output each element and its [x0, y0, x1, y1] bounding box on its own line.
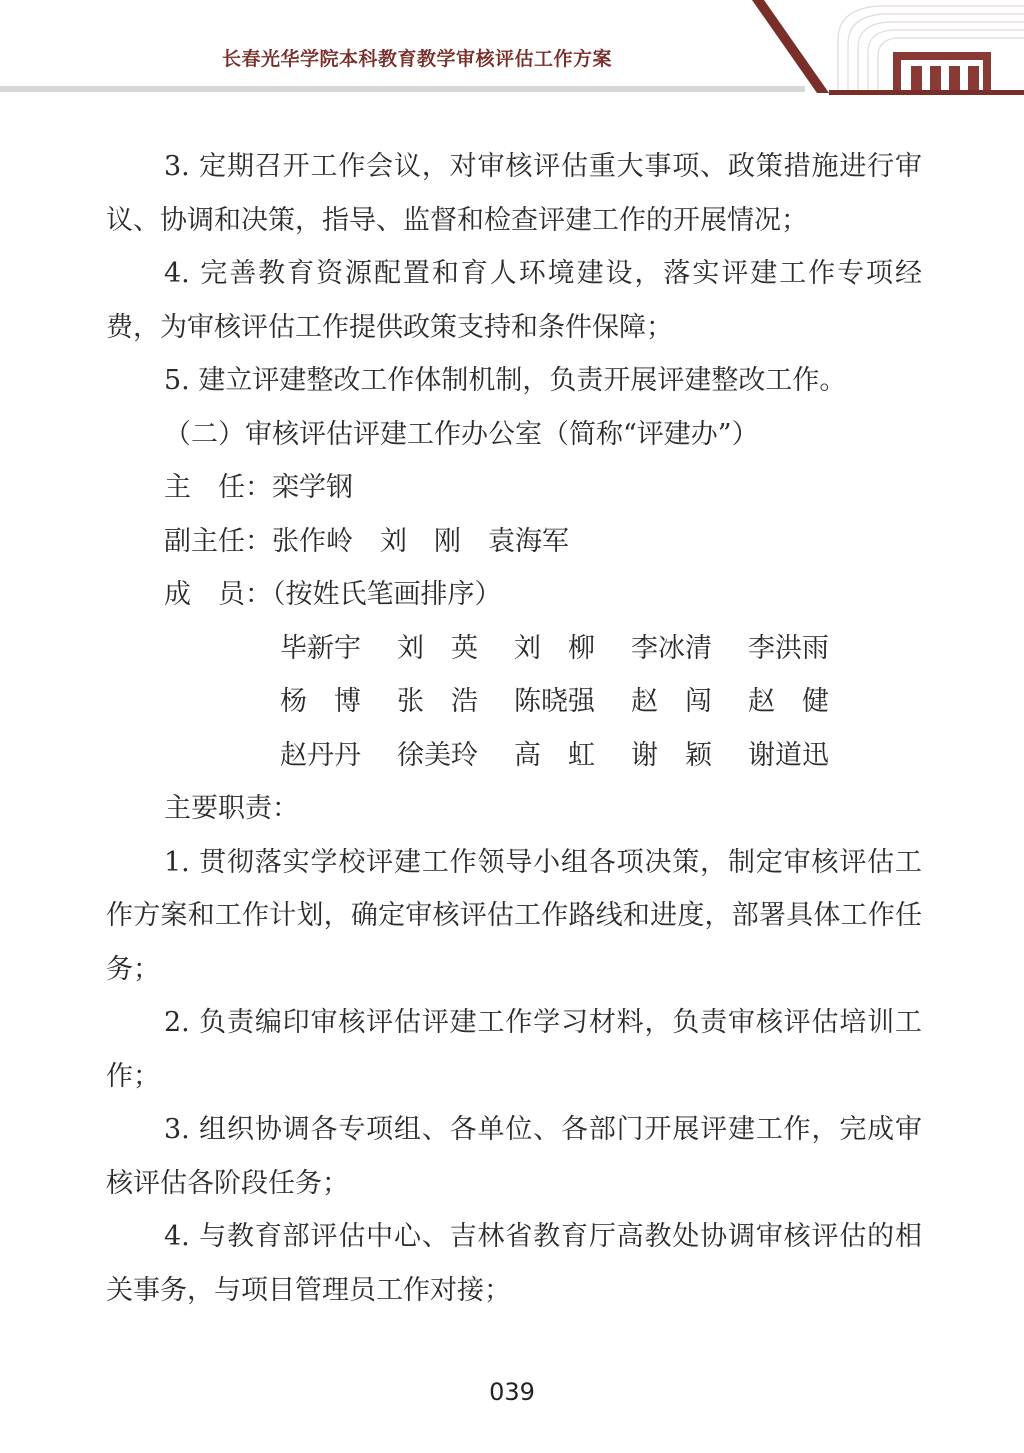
member-name: 谢道迅	[748, 739, 829, 771]
member-name: 刘 柳	[514, 632, 595, 664]
member-name: 赵 健	[748, 686, 829, 717]
member-name: 刘 英	[397, 632, 478, 664]
member-name: 谢 颖	[631, 739, 712, 771]
members-label: 成 员：（按姓氏笔画排序）	[164, 579, 502, 610]
paragraph-item-4: 4. 完善教育资源配置和育人环境建设，落实评建工作专项经费，为审核评估工作提供政策支持和条件保障；	[106, 258, 922, 343]
duty-item-2: 2. 负责编印审核评估评建工作学习材料，负责审核评估培训工作；	[106, 1007, 922, 1092]
section-heading: （二）审核评估评建工作办公室（简称“评建办”）	[164, 418, 759, 450]
page-header	[0, 0, 1024, 100]
member-row	[106, 675, 922, 729]
duties-heading: 主要职责：	[164, 793, 299, 824]
director-line: 主 任：栾学钢	[164, 472, 353, 503]
member-name: 赵 闯	[631, 686, 712, 717]
member-name: 赵丹丹	[280, 739, 361, 771]
campus-building-icon	[893, 52, 991, 90]
member-row	[106, 622, 922, 676]
member-name: 徐美玲	[397, 739, 478, 771]
document-body	[106, 140, 922, 1317]
document-title: 长春光华学院本科教育教学审核评估工作方案	[222, 48, 613, 70]
member-name: 毕新宇	[280, 632, 361, 664]
member-name: 陈晓强	[514, 686, 595, 717]
duty-item-4: 4. 与教育部评估中心、吉林省教育厅高教处协调审核评估的相关事务，与项目管理员工作对接；	[106, 1221, 922, 1306]
member-name: 张 浩	[397, 686, 478, 717]
paragraph-item-3: 3. 定期召开工作会议，对审核评估重大事项、政策措施进行审议、协调和决策，指导、监督和检查评建工作的开展情况；	[106, 151, 922, 236]
duty-item-3: 3. 组织协调各专项组、各单位、各部门开展评建工作，完成审核评估各阶段任务；	[106, 1114, 922, 1199]
page-number: 039	[489, 1378, 535, 1406]
member-name: 杨 博	[280, 686, 361, 717]
deputy-director-line: 副主任：张作岭 刘 刚 袁海军	[164, 525, 569, 557]
duty-item-1: 1. 贯彻落实学校评建工作领导小组各项决策，制定审核评估工作方案和工作计划，确定审核评估工作路线和进度，部署具体工作任务；	[106, 846, 922, 985]
member-row	[106, 729, 922, 783]
member-name: 李冰清	[631, 632, 712, 664]
member-name: 李洪雨	[748, 632, 829, 664]
member-name: 高 虹	[514, 739, 595, 771]
paragraph-item-5: 5. 建立评建整改工作体制机制，负责开展评建整改工作。	[164, 365, 847, 396]
